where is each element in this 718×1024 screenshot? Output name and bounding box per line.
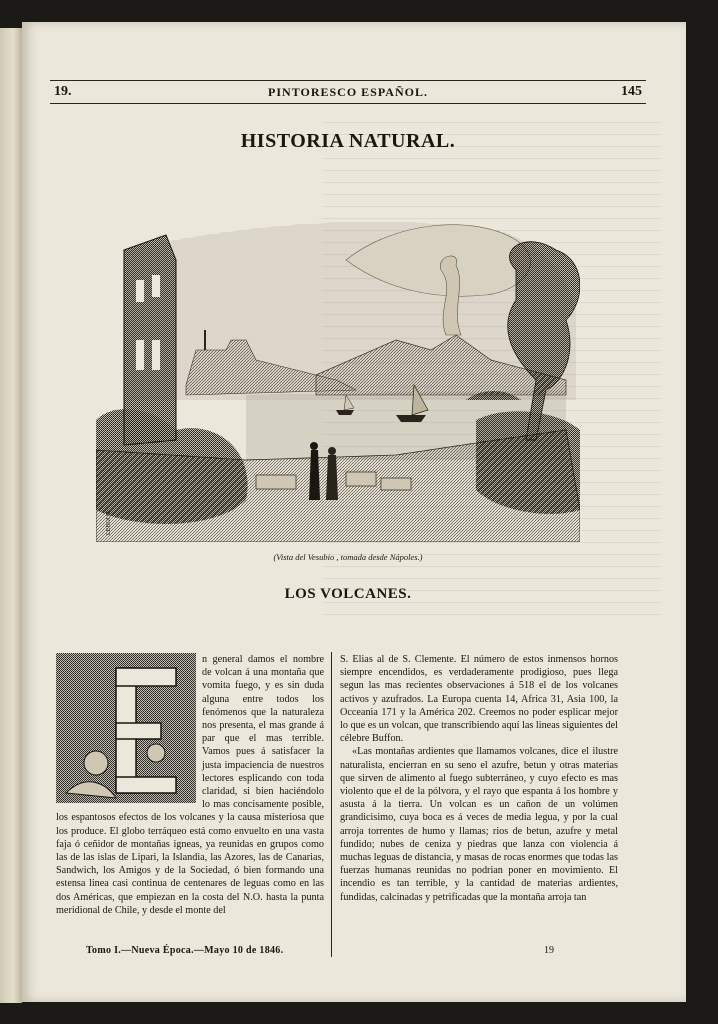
edition-footer: Tomo I.—Nueva Época.—Mayo 10 de 1846. [86,945,284,956]
article-column-left [56,653,324,953]
page-number: 145 [621,84,642,99]
vesuvius-engraving [96,210,580,542]
illustration-caption: (Vista del Vesubio , tomada desde Nápoles.) [273,552,423,562]
article-text-right-2: «Las montañas ardientes que llamamos volcanes, dice el ilustre naturalista, encierran en su seno el azufre, betun y otras materias que sirven de alimento al fuego subterráneo, y cuyo efecto es mas violento que el de la pólvora, y el rayo que espanta á los hombre y asusta á la tierra. Un volcan es un cañon de un volúmen grandicisimo, cuya boca es á veces de media legua, y por la cual arroja torrentes de humo y llamas; rios de betun, azufre y metal fundido; nubes de ceniza y piedras que lanza con violencia á muchas leguas de distancia, y masas de rocas enormes que todas las fuerzas humanas reunidas no podrian poner en movimiento. El incendio es tan terrible, y la cantidad de materias ardientes, fundidas, calcinadas y petrificadas que la montaña arroja tan [340,746,618,903]
magazine-page [22,22,686,1002]
running-header [50,80,646,104]
article-text-right-1: S. Elias al de S. Clemente. El número de estos inmensos hornos siempre encendidos, es verdaderamente prodigioso, pues llega segun las mas recientes observaciones á 518 el de los volcanes activos y azufrados. La Europa cuenta 14, Africa 31, Asia 100, la Occeania 171 y la América 202. Creemos no poder esplicar mejor lo que es un volcan, que transcribiendo aquí las lineas siguientes del célebre Buffon. [340,654,618,745]
article-title: LOS VOLCANES. [284,586,412,602]
issue-number: 19. [54,84,72,99]
article-column-right [340,653,618,953]
decorated-initial-illustration [56,653,196,803]
sheet-number: 19 [544,945,554,956]
previous-page-edge [0,28,22,1003]
publication-name: PINTORESCO ESPAÑOL. [268,85,428,99]
engraver-signature: LEBOUR [106,511,112,535]
article-text-left: n general damos el nombre de volcan á una montaña que vomita fuego, y es sin duda alguna entre todos los fenómenos que la naturaleza nos presenta, el mas grande á par que el mas terrible. Vamos pues á satisfacer la justa impaciencia de nuestros lectores esplicando con toda claridad, si bien haciéndolo lo mas concisamente posible, los espantosos efectos de los volcanes y la causa misteriosa que los produce. El globo terráqueo está como envuelto en una vasta faja ó ceñidor de montañas igneas, ya reunidas en grupos como las de las islas de Lipari, la Islandia, las Azores, las de Canarias, Sandwich, los Amigos y de la Sociedad, ó bien formando una estensa linea casi continua de centenares de leguas como en las dos Américas, que empiezan en la costa del N.O. hasta la punta meridional de Chile, y desde el monte del [56,654,324,916]
section-title: HISTORIA NATURAL. [240,130,456,152]
column-divider [331,652,332,957]
